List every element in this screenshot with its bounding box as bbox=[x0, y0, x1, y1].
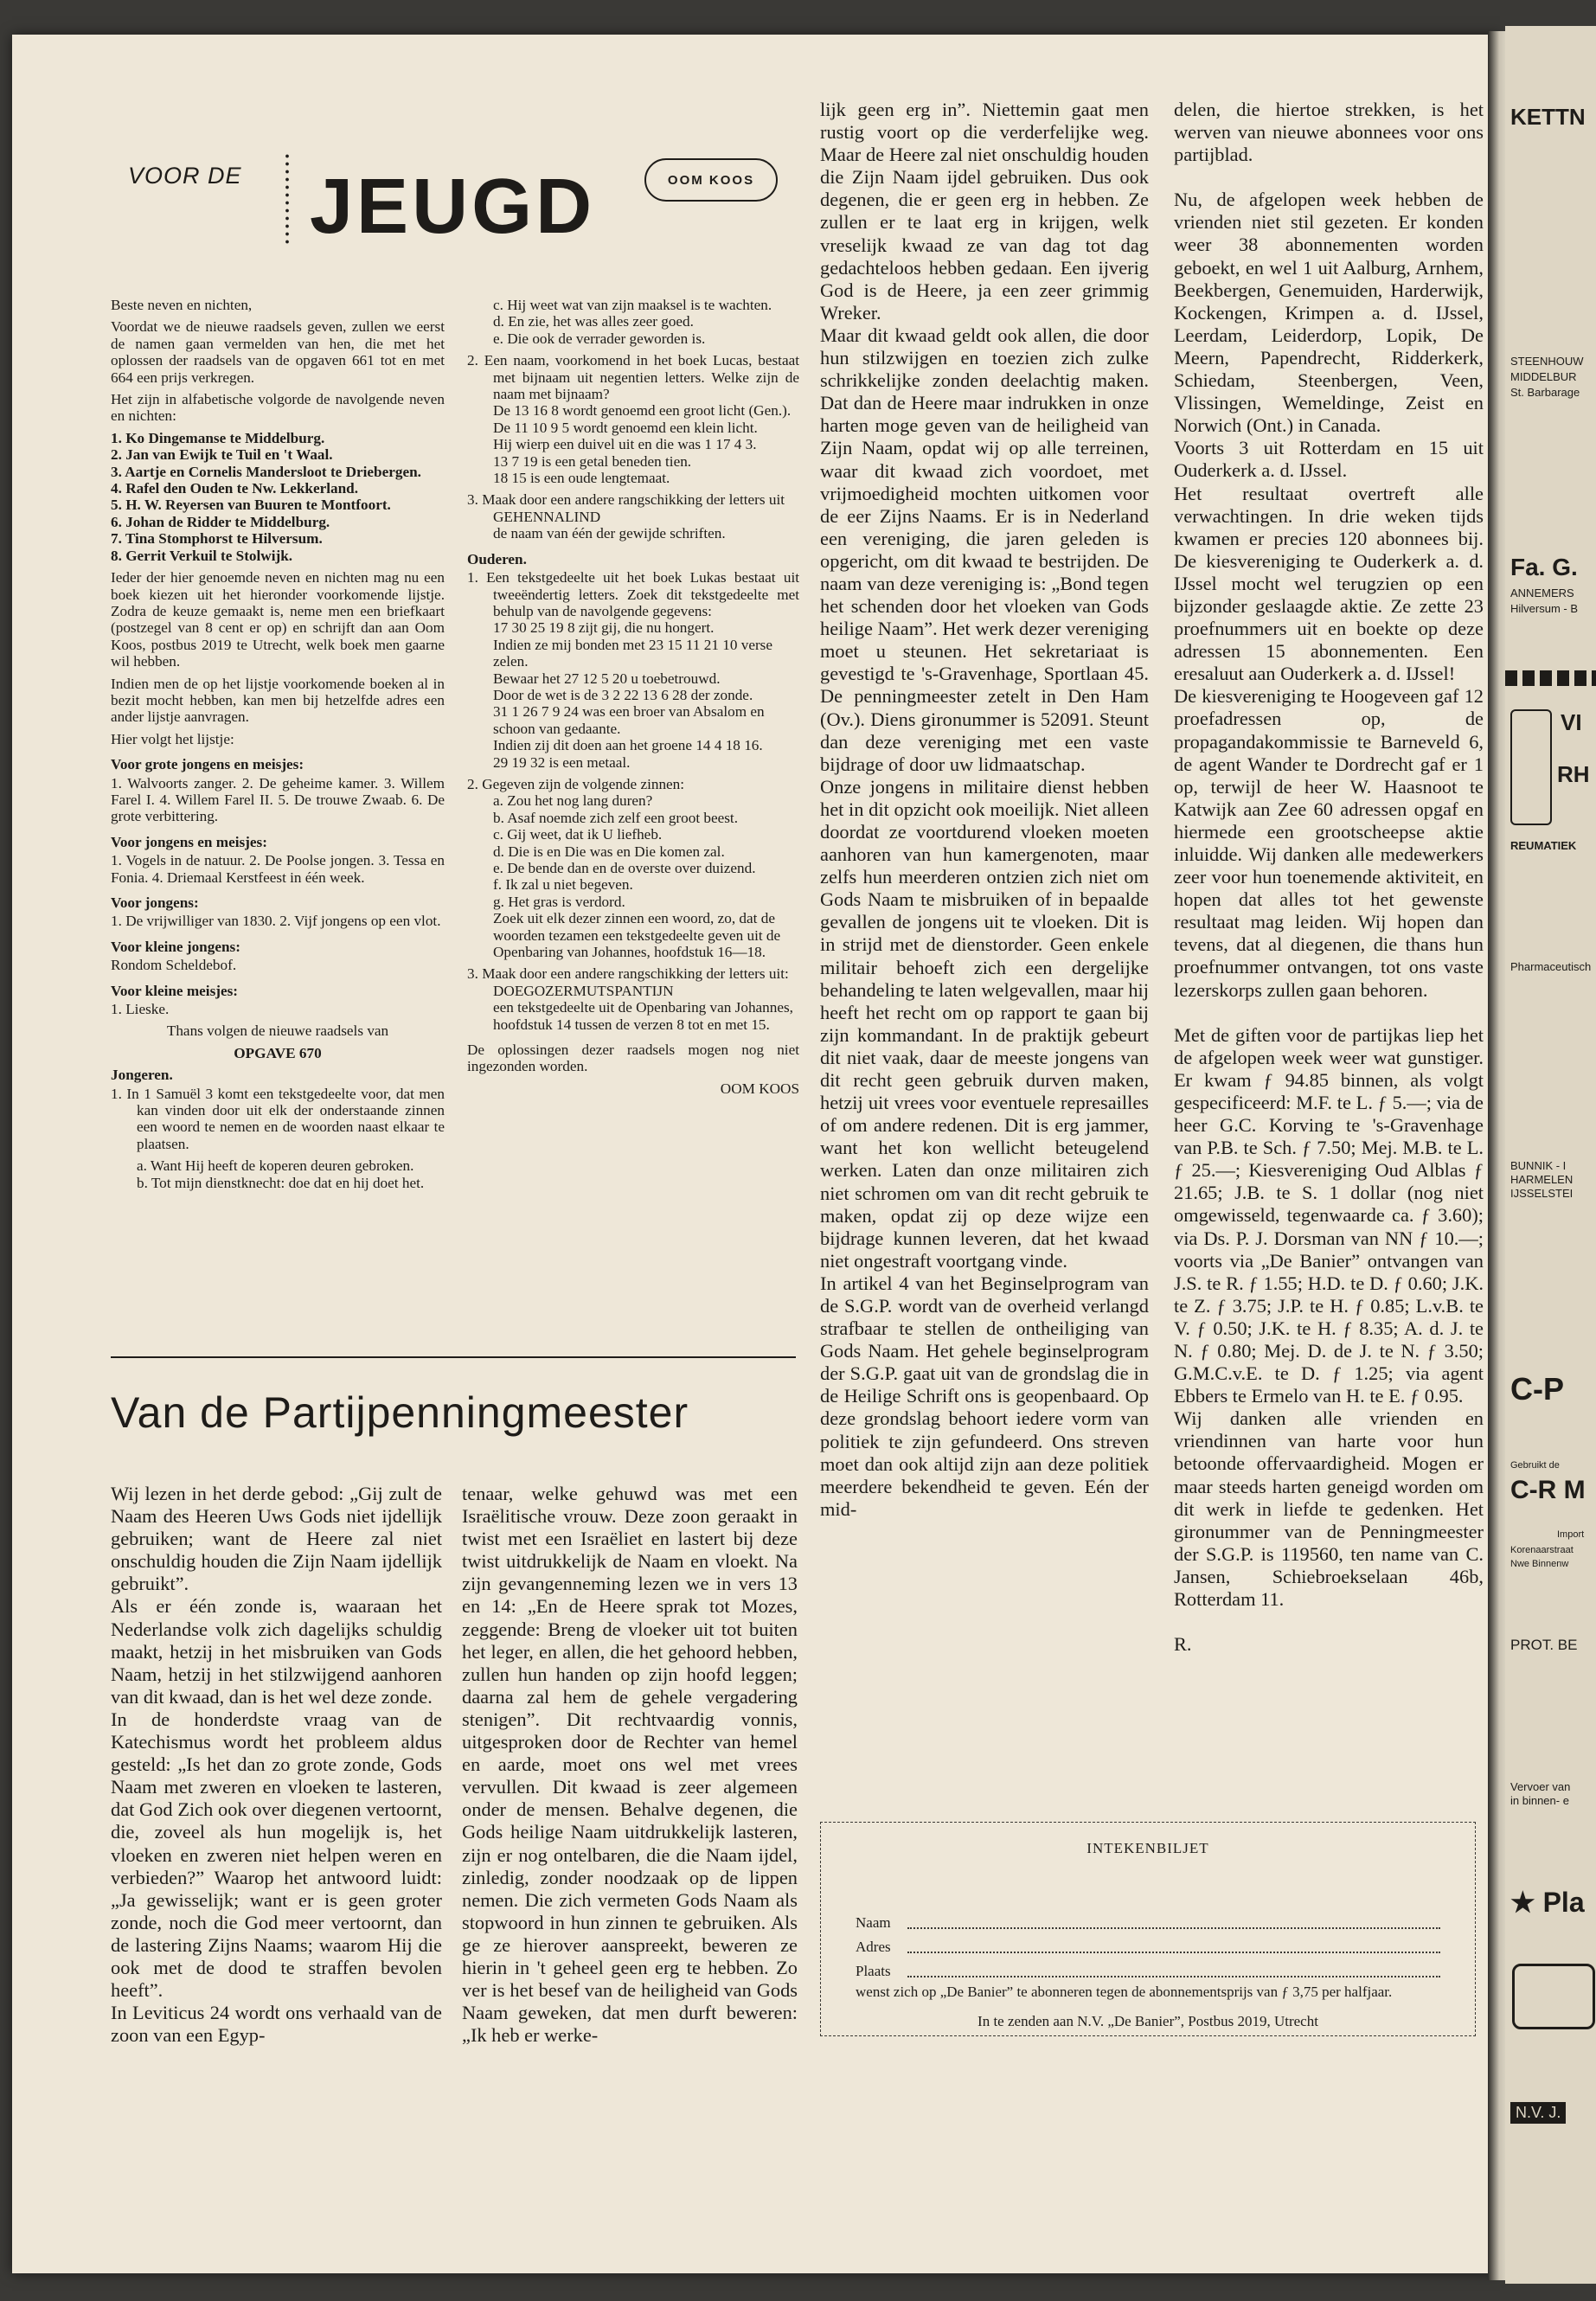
intro-text: Voordat we de nieuwe raadsels geven, zullen we eerst de namen gaan vermelden van hen, die met het oplossen der raadsels van de opgaven 661 tot en met 664 een prijs verkregen. bbox=[111, 318, 445, 386]
list-item: 8. Gerrit Verkuil te Stolwijk. bbox=[111, 547, 293, 564]
ad-text: Nwe Binnenw bbox=[1510, 1559, 1569, 1569]
author-initial: R. bbox=[1174, 1633, 1192, 1656]
ad-text: Gebruikt de bbox=[1510, 1460, 1560, 1471]
paragraph: In artikel 4 van het Beginselprogram van de S.G.P. wordt van de overheid verlangd strafbaar te stellen de ontheiliging van Gods Naam. Het gehele beginselprogram der S.G.P. gaat uit van de grondslag die in de Heilige Schrift ons is geopenbaard. Op deze grondslag behoort iedere vorm van politiek te zijn gefundeerd. Ons streven moet dan ook altijd zijn aan deze politiek meerdere bekendheid te geven. Eén der mid- bbox=[820, 1272, 1149, 1520]
name-line[interactable] bbox=[907, 1927, 1440, 1929]
instructions-2: Indien men de op het lijstje voorkomende boeken al in bezit mocht hebben, kan men bij hetzelfde adres een ander lijstje aanvragen. bbox=[111, 675, 445, 726]
ad-text: in binnen- e bbox=[1510, 1794, 1569, 1807]
list-item: 5. H. W. Reyersen van Buuren te Montfoort. bbox=[111, 497, 391, 514]
book-group-label: Voor grote jongens en meisjes: bbox=[111, 756, 304, 773]
list-item: 3. Aartje en Cornelis Mandersloot te Driebergen. bbox=[111, 463, 421, 480]
place-line[interactable] bbox=[907, 1976, 1440, 1977]
jeugd-column-1 bbox=[111, 297, 445, 1196]
ad-text: C-P bbox=[1510, 1371, 1564, 1407]
book-group-books: 1. Lieske. bbox=[111, 1001, 170, 1018]
paragraph: tenaar, welke gehuwd was met een Israëlitische vrouw. Deze zoon geraakt in twist met een Israëliet en lastert bij deze twist uitdrukkelijk de Naam en vloekt. Na zijn gevangenneming lezen we in vers 13 en 14: „En de Heere sprak tot Mozes, zeggende: Breng de vloeker uit tot buiten het leger, en allen, die het gehoord hebben, zullen hun handen op zijn hoofd leggen; daarna zal hem de gehele vergadering stenigen”. Dit rechtvaardig vonnis, uitgesproken door de Rechter van hemel en aarde, moet ons wel met vrees vervullen. Dit kwaad is zeer algemeen onder de mensen. Behalve degenen, die Gods heilige Naam uitdrukkelijk lasteren, zijn er nog ontelbaren, die die Naam ijdel, zinledig, zonder noodzaak op de lippen nemen. Die zich vermeten Gods Naam als stopwoord in hun zinnen te gebruiken. Als ge ze hierover aanspreekt, beweren ze hierin in 't geheel geen erg te hebben. Zo ver is het besef van de heiligheid van Gods Naam geweken, dat men durft beweren: „Ik heb er werke- bbox=[462, 1483, 798, 2047]
address-label: Adres bbox=[856, 1939, 891, 1955]
jongeren-label: Jongeren. bbox=[111, 1067, 173, 1084]
order-intro: Het zijn in alfabetische volgorde de navolgende neven en nichten: bbox=[111, 391, 445, 425]
sentence: e. De bende dan en de overste over duizend. bbox=[493, 860, 756, 876]
question-3: 3. Maak door een andere rangschikking der letters uit bbox=[467, 491, 785, 509]
address-field[interactable] bbox=[856, 1939, 1440, 1956]
book-group-label: Voor kleine jongens: bbox=[111, 938, 240, 955]
ad-text: STEENHOUW bbox=[1510, 355, 1584, 368]
ad-text: HARMELEN bbox=[1510, 1173, 1574, 1186]
section-title: JEUGD bbox=[310, 163, 596, 250]
ad-text: PROT. BE bbox=[1510, 1637, 1578, 1653]
tv-icon bbox=[1512, 1964, 1595, 2029]
book-group-books: Rondom Scheldebof. bbox=[111, 957, 237, 974]
ad-text: BUNNIK - I bbox=[1510, 1159, 1567, 1172]
ouderen-question-3-body bbox=[467, 983, 799, 1033]
ad-text: REUMATIEK bbox=[1510, 839, 1577, 852]
clue: Hij wierp een duivel uit en die was 1 17 4 3. bbox=[493, 436, 757, 453]
new-puzzles-intro: Thans volgen de nieuwe raadsels van bbox=[166, 1022, 389, 1040]
clue: 29 19 32 is een metaal. bbox=[493, 753, 631, 771]
list-item: 4. Rafel den Ouden te Nw. Lekkerland. bbox=[111, 480, 359, 497]
paragraph: De kiesvereniging te Hoogeveen gaf 12 proefadressen op, de propagandakommissie te Barneveld 6, de agent Wander te Dordrecht gaf er 1 op, terwijl de heer W. Haasnoot te Katwijk aan Zee 60 adressen opgaf en hiermede een grootscheepse aktie inluidde. Wij danken alle medewerkers zeer voor hun toenemende aktiviteit, en hopen dat alles tot het gewenste resultaat mag leiden. Wij hopen dan tevens, dat al diegenen, die thans hun proefnummer ontvangen, tot ons vaste lezerskorps zullen gaan behoren. bbox=[1174, 685, 1484, 1001]
sentence: f. Ik zal u niet begeven. bbox=[493, 876, 633, 894]
sentence-instruction: Zoek uit elk dezer zinnen een woord, zo, dat de woorden tezamen een tekstgedeelte geven uit de Openbaring van Johannes, hoofdstuk 16—18. bbox=[493, 910, 781, 961]
closing-note: De oplossingen dezer raadsels mogen nog niet ingezonden worden. bbox=[467, 1042, 799, 1075]
ad-text: VI bbox=[1561, 709, 1582, 735]
ad-text: ★ Pla bbox=[1510, 1887, 1585, 1918]
name-label: Naam bbox=[856, 1914, 891, 1931]
ad-text: N.V. J. bbox=[1510, 2102, 1566, 2124]
ad-text: St. Barbarage bbox=[1510, 386, 1580, 399]
clue: Indien ze mij bonden met 23 15 11 21 10 verse zelen. bbox=[493, 636, 772, 670]
name-field[interactable] bbox=[856, 1914, 1440, 1932]
clue: Indien zij dit doen aan het groene 14 4 18 16. bbox=[493, 737, 763, 754]
clue: 18 15 is een oude lengtemaat. bbox=[493, 470, 670, 487]
clue: Door de wet is de 3 2 22 13 6 28 der zonde. bbox=[493, 686, 753, 703]
sentence: b. Asaf noemde zich zelf een groot beest. bbox=[493, 809, 739, 826]
article-column-2 bbox=[462, 1483, 798, 2047]
question-1e: e. Die ook de verrader geworden is. bbox=[493, 330, 706, 347]
question-1a: a. Want Hij heeft de koperen deuren gebroken. bbox=[137, 1157, 414, 1175]
coupon-title: INTEKENBILJET bbox=[1086, 1840, 1209, 1856]
paragraph: In Leviticus 24 wordt ons verhaald van de zoon van een Egyp- bbox=[111, 2002, 442, 2047]
ouderen-question-2: 2. Gegeven zijn de volgende zinnen: bbox=[467, 775, 685, 792]
greeting: Beste neven en nichten, bbox=[111, 297, 253, 313]
list-item: 1. Ko Dingemanse te Middelburg. bbox=[111, 429, 325, 446]
ad-stripe bbox=[1505, 670, 1596, 686]
paragraph: delen, die hiertoe strekken, is het werven van nieuwe abonnees voor ons partijblad. bbox=[1174, 99, 1484, 166]
page-gutter bbox=[1488, 31, 1507, 2280]
clue: De 13 16 8 wordt genoemd een groot licht (Gen.). bbox=[493, 402, 792, 420]
ouderen-question-3: 3. Maak door een andere rangschikking der letters uit: bbox=[467, 965, 789, 983]
ad-text: Vervoer van bbox=[1510, 1780, 1571, 1793]
clue: 13 7 19 is een getal beneden tien. bbox=[493, 452, 692, 470]
paragraph: Wij lezen in het derde gebod: „Gij zult de Naam des Heeren Uws Gods niet ijdellijk gebruiken; want de Heere zal niet onschuldig houden die Zijn Naam ijdellijk gebruikt”. bbox=[111, 1483, 442, 1595]
ad-text: C-R M bbox=[1510, 1476, 1586, 1504]
clue: 31 1 26 7 9 24 was een broer van Absalom en schoon van gedaante. bbox=[493, 703, 765, 737]
sentence: g. Het gras is verdord. bbox=[493, 893, 625, 910]
article-title: Van de Partijpenningmeester bbox=[111, 1388, 689, 1437]
section-label: VOOR DE bbox=[128, 163, 242, 189]
article-column-4 bbox=[1174, 99, 1484, 1656]
sentence: c. Gij weet, dat ik U liefheb. bbox=[493, 826, 663, 843]
address-line[interactable] bbox=[907, 1952, 1440, 1953]
paragraph: Nu, de afgelopen week hebben de vrienden niet stil gezeten. Er konden weer 38 abonnementen worden geboekt, en wel 1 uit Aalburg, Arnhem, Beekbergen, Genemuiden, Harderwijk, Kockengen, Krimpen a. d. IJssel, Leerdam, Leiderdorp, Lopik, De Meern, Papendrecht, Ridderkerk, Schiedam, Steenbergen, Veen, Vlissingen, Wemeldinge, Zeist en Norwich (Ont.) in Canada. bbox=[1174, 189, 1484, 437]
ad-text: Pharmaceutisch bbox=[1510, 960, 1592, 973]
question-block bbox=[467, 297, 799, 347]
anagram-word: DOEGOZERMUTSPANTIJN bbox=[493, 982, 674, 999]
question-3-body bbox=[467, 509, 799, 542]
ouderen-label: Ouderen. bbox=[467, 550, 527, 567]
question-3-end: de naam van één der gewijde schriften. bbox=[493, 525, 726, 542]
paragraph: Onze jongens in militaire dienst hebben het in dit opzicht ook moeilijk. Niet alleen doordat ze voortdurend vloeken moeten aanhoren van hun kamergenoten, maar zelfs hun meerderen ontzien zich niet om Gods Naam te misbruiken of in bepaalde gevallen de jongens uit te vloeken. Dit is in strijd met de dienstorder. Geen enkele militair behoeft zich een dergelijke behandeling te laten welgevallen, maar hij heeft het recht om op rapport te gaan bij zijn kommandant. In de praktijk gebeurt dit niet vaak, daar de meeste jongens van dit recht geen gebruik durven maken, hetzij uit vrees voor eventuele represailles of om andere redenen. Dit is erg jammer, want het kon wellicht beteugelend werken. Laten dan onze militairen zich niet schromen om van dit recht gebruik te maken, opdat zij op deze wijze een bijdrage kunnen leveren, dat het kwaad niet ongestraft voortgang vinde. bbox=[820, 775, 1149, 1272]
ouderen-question-1-clues bbox=[467, 619, 799, 771]
adjacent-page-ads bbox=[1505, 26, 1596, 2284]
clue: 17 30 25 19 8 zijt gij, die nu hongert. bbox=[493, 619, 715, 637]
subscription-coupon bbox=[820, 1822, 1476, 2036]
ad-text: KETTN bbox=[1510, 104, 1586, 130]
question-1: 1. In 1 Samuël 3 komt een tekstgedeelte voor, dat men kan vinden door uit elk der onderstaande zinnen een woord te nemen en de woorden naast elkaar te plaatsen. bbox=[111, 1085, 445, 1152]
article-column-1 bbox=[111, 1483, 442, 2047]
sentence: d. Die is en Die was en Die komen zal. bbox=[493, 843, 725, 860]
book-group-books: 1. De vrijwilliger van 1830. 2. Vijf jongens op een vlot. bbox=[111, 913, 441, 930]
clue: De 11 10 9 5 wordt genoemd een klein licht. bbox=[493, 419, 758, 436]
section-rule bbox=[111, 1356, 796, 1358]
paragraph: Voorts 3 uit Rotterdam en 15 uit Ouderkerk a. d. IJssel. bbox=[1174, 437, 1484, 482]
paragraph: Het resultaat overtreft alle verwachtingen. In drie weken tijds kwamen er precies 120 abonnees bij. De kiesvereniging te Ouderkerk a. d. IJssel mocht wel terugzien op een bijzonder geslaagde aktie. Ze zette 23 proefnummers uit en boekte op deze adressen 15 abonnementen. Een eresaluut aan Ouderkerk a. d. IJssel! bbox=[1174, 482, 1484, 685]
bottle-icon bbox=[1510, 709, 1552, 825]
question-3-end: een tekstgedeelte uit de Openbaring van Johannes, hoofdstuk 14 tussen de verzen 8 tot en met 15. bbox=[493, 999, 793, 1033]
coupon-text: wenst zich op „De Banier” te abonneren tegen de abonnementsprijs van ƒ 3,75 per halfjaar. bbox=[856, 1984, 1393, 2000]
paragraph: Met de giften voor de partijkas liep het de afgelopen week weer wat gunstiger. Er kwam ƒ 94.85 binnen, als volgt gespecificeerd: M.F. te L. ƒ 5.—; via de heer G.C. Korving te 's-Gravenhage van P.B. te Sch. ƒ 7.50; Mej. M.B. te L. ƒ 25.—; Kiesvereniging Oud Alblas ƒ 21.65; J.B. te S. 1 dollar (nog niet omgewisseld, tegenwaarde ca. ƒ 3.60); via Ds. P. J. Dorsman van NN ƒ 10.—; voorts via „De Banier” ontvangen van J.S. te R. ƒ 1.55; H.D. te D. ƒ 0.60; J.K. te Z. ƒ 3.75; J.P. te H. ƒ 0.85; L.v.B. te V. ƒ 0.50; J.K. te H. ƒ 8.35; A. d. J. te N. ƒ 0.80; Mej. D. de J. te N. ƒ 3.50; G.M.C.v.E. te D. ƒ 1.25; via agent Ebbers te Ermelo van H. te E. ƒ 0.95. bbox=[1174, 1023, 1484, 1407]
question-1b: b. Tot mijn dienstknecht: doe dat en hij doet het. bbox=[137, 1174, 425, 1191]
sentence: a. Zou het nog lang duren? bbox=[493, 792, 653, 810]
ouderen-question-1: 1. Een tekstgedeelte uit het boek Lukas bestaat uit tweeëndertig letters. Zoek dit tekstgedeelte met behulp van de navolgende gegevens: bbox=[467, 569, 799, 619]
ad-text: IJSSELSTEI bbox=[1510, 1187, 1574, 1200]
paragraph: Maar dit kwaad geldt ook allen, die door hun stilzwijgen en toezien zich zulke schrikkelijke zonden deelachtig maken. Dat dan de Heere maar indrukken in onze harten moge geven van de heiligheid van Zijn Naam, opdat wij op alle terreinen, waar dit kwaad zich voordoet, met vrijmoedigheid mochten uitkomen voor de eer Zijns Naams. Er is in Nederland een vereniging, die jaren geleden is opgericht, om dit kwaad te bestrijden. De naam van deze vereniging is: „Bond tegen het schenden door het vloeken van Gods heilige Naam”. Het werk dezer vereniging moet u steunen. Het sekretariaat is gevestigd te 's-Gravenhage, Sportlaan 45. De penningmeester zetelt in Den Ham (Ov.). Diens gironummer is 52091. Steunt dan deze vereniging met een vaste bijdrage of door uw lidmaatschap. bbox=[820, 324, 1149, 775]
byline-badge: OOM KOOS bbox=[644, 158, 778, 202]
question-2: 2. Een naam, voorkomend in het boek Lucas, bestaat met bijnaam uit negentien letters. Welke zijn de naam met bijnaam? bbox=[467, 352, 799, 403]
ad-text: RH bbox=[1557, 761, 1590, 787]
winners-list bbox=[111, 430, 445, 564]
clue: Bewaar het 27 12 5 20 u toebetrouwd. bbox=[493, 670, 721, 687]
article-column-3 bbox=[820, 99, 1149, 1521]
list-item: 6. Johan de Ridder te Middelburg. bbox=[111, 513, 330, 530]
paragraph: Wij danken alle vrienden en vriendinnen van harte voor hun betoonde offervaardigheid. Mogen er maar steeds harten geneigd worden om dit werk in liefde te gedenken. Het gironummer van de Penningmeester der S.G.P. is 119560, ten name van C. Jansen, Schiebroekselaan 46b, Rotterdam 11. bbox=[1174, 1407, 1484, 1610]
place-field[interactable] bbox=[856, 1963, 1440, 1980]
paragraph: lijk geen erg in”. Niettemin gaat men rustig voort op die verderfelijke weg. Maar de Heere zal niet onschuldig houden die Zijn Naam ijdel gebruiken. Dus ook degenen, die er geen erg in hebben. Ze zullen er te laat erg in krijgen, welk vreselijk kwaad ze van dag tot dag gedachteloos hebben gedaan. Een ijverig God is de Heere, ja een zeer grimmig Wreker. bbox=[820, 99, 1149, 324]
opgave-number: OPGAVE 670 bbox=[234, 1044, 322, 1061]
ouderen-question-2-sentences bbox=[467, 792, 799, 960]
paragraph: Als er één zonde is, waaraan het Nederlandse volk zich dagelijks schuldig maakt, hetzij in het misbruiken van Gods Naam, hetzij in het stilzwijgend aanhoren van dit kwaad, dan is het wel deze zonde. bbox=[111, 1595, 442, 1708]
ad-text: MIDDELBUR bbox=[1510, 370, 1577, 383]
signature: OOM KOOS bbox=[720, 1080, 799, 1097]
ad-text: Fa. G. bbox=[1510, 554, 1578, 580]
ad-text: ANNEMERS bbox=[1510, 586, 1574, 599]
list-item: 7. Tina Stomphorst te Hilversum. bbox=[111, 530, 323, 548]
jeugd-column-2 bbox=[467, 297, 799, 1097]
paragraph: In de honderdste vraag van de Katechismus wordt het probleem aldus gesteld: „Is het dan zo grote zonde, Gods Naam met zweren en vloeken te lasteren, dat God Zich ook over diegenen vertoornt, die, zoveel als hun mogelijk is, het vloeken en zweren niet helpen weren en verbieden?” Waarop het antwoord luidt: „Ja gewisselijk; want er is geen groter zonde, noch die God meer vertoornt, dan de lastering Zijns Naams; waarom Hij die ook met de dood te straffen bevolen heeft”. bbox=[111, 1708, 442, 2002]
dotted-divider bbox=[285, 152, 289, 246]
book-group-books: 1. Walvoorts zanger. 2. De geheime kamer. 3. Willem Farel I. 4. Willem Farel II. 5. De trouwe Zwaab. 6. De grote verbittering. bbox=[111, 774, 445, 825]
ad-text: Korenaarstraat bbox=[1510, 1545, 1574, 1555]
instructions: Ieder der hier genoemde neven en nichten mag nu een boek kiezen uit het hieronder voorkomende lijstje. Zodra de keuze gemaakt is, neme men een briefkaart (postzegel van 8 cent er op) en schrijft dan aan Oom Koos, postbus 2019 te Utrecht, welk boek men gaarne wil hebben. bbox=[111, 569, 445, 670]
coupon-send-address: In te zenden aan N.V. „De Banier”, Postbus 2019, Utrecht bbox=[977, 2013, 1318, 2029]
place-label: Plaats bbox=[856, 1963, 891, 1979]
question-1d: d. En zie, het was alles zeer goed. bbox=[493, 313, 694, 330]
ad-text: Hilversum - B bbox=[1510, 602, 1579, 615]
ad-text: Import bbox=[1557, 1529, 1585, 1540]
book-group-label: Voor jongens: bbox=[111, 894, 199, 911]
book-group-label: Voor kleine meisjes: bbox=[111, 982, 239, 999]
list-item: 2. Jan van Ewijk te Tuil en 't Waal. bbox=[111, 446, 333, 464]
book-group-label: Voor jongens en meisjes: bbox=[111, 833, 267, 850]
question-1c: c. Hij weet wat van zijn maaksel is te wachten. bbox=[493, 297, 772, 313]
list-intro: Hier volgt het lijstje: bbox=[111, 730, 234, 747]
anagram-word: GEHENNALIND bbox=[493, 508, 601, 525]
book-group-books: 1. Vogels in de natuur. 2. De Poolse jongen. 3. Tessa en Fonia. 4. Driemaal Kerstfeest in één week. bbox=[111, 852, 445, 886]
question-2-clues bbox=[467, 402, 799, 486]
